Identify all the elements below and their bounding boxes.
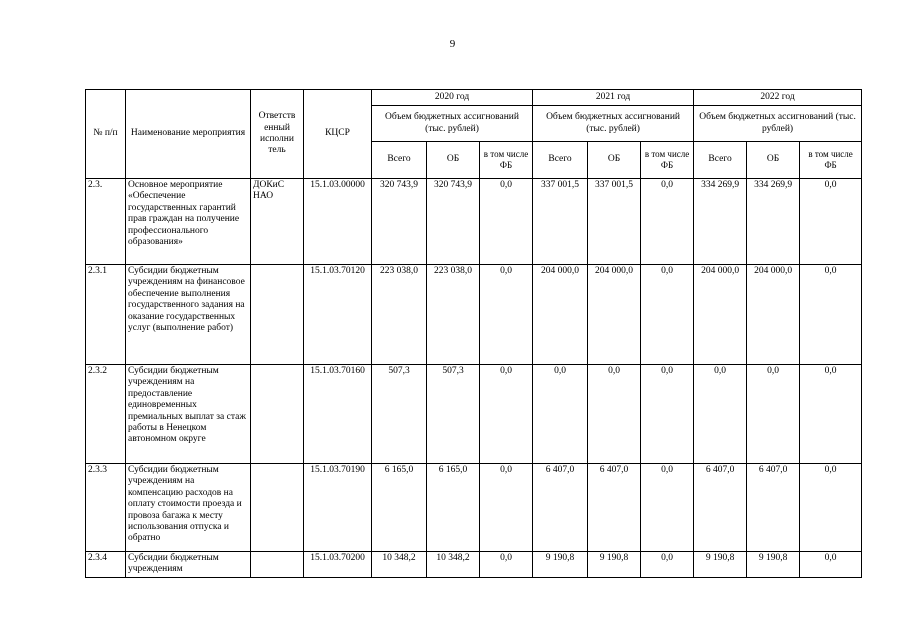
row-value: 0,0 [588, 365, 641, 464]
row-value: 507,3 [427, 365, 480, 464]
row-value: 0,0 [694, 365, 747, 464]
header-ob-2020: ОБ [427, 142, 480, 179]
row-value: 6 407,0 [747, 464, 800, 552]
header-year-2021: 2021 год [533, 90, 694, 106]
row-responsible [251, 265, 304, 365]
row-value: 204 000,0 [747, 265, 800, 365]
row-no: 2.3.4 [86, 552, 126, 578]
row-value: 0,0 [747, 365, 800, 464]
row-no: 2.3.3 [86, 464, 126, 552]
row-value: 0,0 [800, 365, 862, 464]
row-no: 2.3.1 [86, 265, 126, 365]
table-row [86, 179, 862, 265]
row-kcsr: 15.1.03.70200 [304, 552, 372, 578]
row-value: 337 001,5 [533, 179, 588, 265]
header-no: № п/п [86, 90, 126, 179]
header-volume-2022: Объем бюджетных ассигнований (тыс. рублей) [694, 106, 862, 142]
row-value: 10 348,2 [372, 552, 427, 578]
row-kcsr: 15.1.03.70160 [304, 365, 372, 464]
row-value: 204 000,0 [533, 265, 588, 365]
row-value: 0,0 [800, 552, 862, 578]
table-row [86, 552, 862, 578]
header-year-2022: 2022 год [694, 90, 862, 106]
table-body [86, 179, 862, 578]
row-value: 0,0 [641, 365, 694, 464]
row-responsible [251, 365, 304, 464]
table-row [86, 464, 862, 552]
row-value: 334 269,9 [747, 179, 800, 265]
row-value: 0,0 [480, 365, 533, 464]
header-volume-2021: Объем бюджетных ассигнований (тыс. рублей) [533, 106, 694, 142]
row-value: 204 000,0 [694, 265, 747, 365]
header-fb-2020: в том числе ФБ [480, 142, 533, 179]
row-kcsr: 15.1.03.00000 [304, 179, 372, 265]
row-value: 204 000,0 [588, 265, 641, 365]
row-value: 320 743,9 [372, 179, 427, 265]
row-kcsr: 15.1.03.70190 [304, 464, 372, 552]
row-responsible: ДОКиС НАО [251, 179, 304, 265]
header-ob-2021: ОБ [588, 142, 641, 179]
row-value: 0,0 [641, 552, 694, 578]
row-value: 10 348,2 [427, 552, 480, 578]
header-total-2022: Всего [694, 142, 747, 179]
header-name: Наименование мероприятия [126, 90, 251, 179]
row-value: 6 165,0 [372, 464, 427, 552]
row-value: 9 190,8 [588, 552, 641, 578]
row-value: 0,0 [641, 179, 694, 265]
row-responsible [251, 464, 304, 552]
header-responsible: Ответств енный исполни тель [251, 90, 304, 179]
row-value: 223 038,0 [372, 265, 427, 365]
row-kcsr: 15.1.03.70120 [304, 265, 372, 365]
row-value: 0,0 [480, 265, 533, 365]
header-ob-2022: ОБ [747, 142, 800, 179]
row-value: 6 407,0 [533, 464, 588, 552]
row-value: 6 407,0 [694, 464, 747, 552]
row-value: 0,0 [480, 464, 533, 552]
header-fb-2021: в том числе ФБ [641, 142, 694, 179]
header-volume-2020: Объем бюджетных ассигнований (тыс. рублей) [372, 106, 533, 142]
row-value: 0,0 [641, 265, 694, 365]
row-name: Субсидии бюджетным учреждениям на компенсацию расходов на оплату стоимости проезда и провоза багажа к месту использования отпуска и обратно [126, 464, 251, 552]
table-row [86, 265, 862, 365]
row-name: Основное мероприятие «Обеспечение государственных гарантий прав граждан на получение профессионального образования» [126, 179, 251, 265]
header-total-2021: Всего [533, 142, 588, 179]
row-value: 0,0 [800, 265, 862, 365]
budget-table [85, 89, 862, 578]
row-value: 0,0 [480, 179, 533, 265]
table-header [86, 90, 862, 179]
row-name: Субсидии бюджетным учреждениям на предоставление единовременных премиальных выплат за стаж работы в Ненецком автономном округе [126, 365, 251, 464]
row-value: 9 190,8 [533, 552, 588, 578]
row-value: 6 165,0 [427, 464, 480, 552]
row-value: 507,3 [372, 365, 427, 464]
row-no: 2.3.2 [86, 365, 126, 464]
row-value: 0,0 [800, 179, 862, 265]
row-value: 0,0 [641, 464, 694, 552]
row-value: 320 743,9 [427, 179, 480, 265]
row-value: 6 407,0 [588, 464, 641, 552]
header-kcsr: КЦСР [304, 90, 372, 179]
row-value: 337 001,5 [588, 179, 641, 265]
row-value: 334 269,9 [694, 179, 747, 265]
row-value: 223 038,0 [427, 265, 480, 365]
page-number: 9 [449, 38, 456, 50]
header-fb-2022: в том числе ФБ [800, 142, 862, 179]
row-responsible [251, 552, 304, 578]
header-total-2020: Всего [372, 142, 427, 179]
row-value: 0,0 [480, 552, 533, 578]
header-year-2020: 2020 год [372, 90, 533, 106]
row-value: 0,0 [800, 464, 862, 552]
row-value: 0,0 [533, 365, 588, 464]
row-name: Субсидии бюджетным учреждениям на финансовое обеспечение выполнения государственного задания на оказание государственных услуг (выполнение работ) [126, 265, 251, 365]
row-value: 9 190,8 [747, 552, 800, 578]
row-name: Субсидии бюджетным учреждениям [126, 552, 251, 578]
row-no: 2.3. [86, 179, 126, 265]
table-row [86, 365, 862, 464]
row-value: 9 190,8 [694, 552, 747, 578]
